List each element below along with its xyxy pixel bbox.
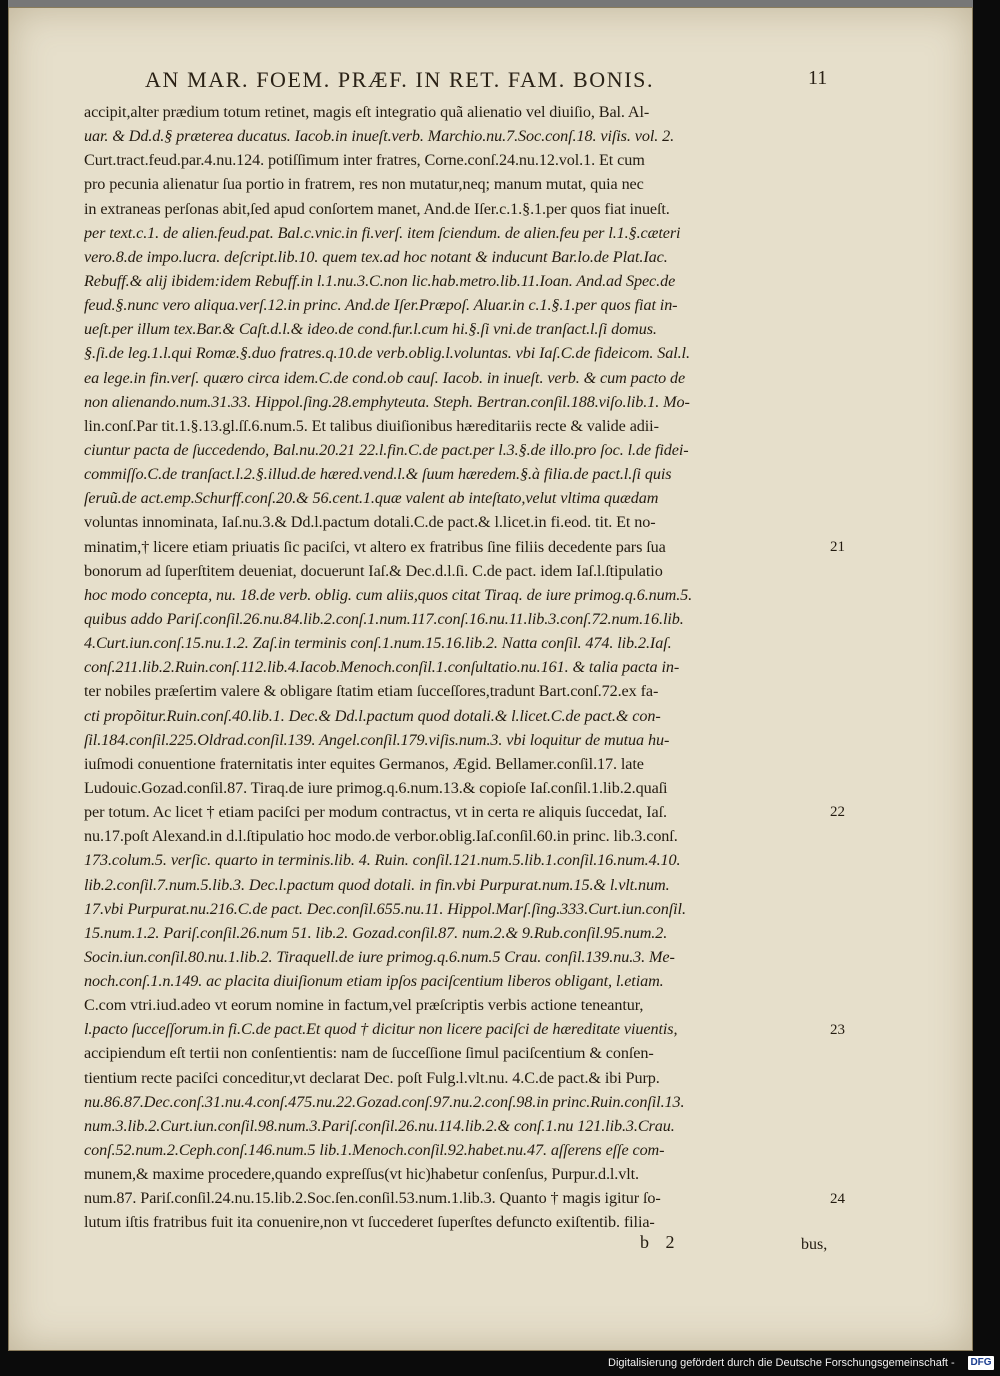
text-line: 173.colum.5. verſic. quarto in terminis.lib. 4. Ruin. conſil.121.num.5.lib.1.conſil.16.num.4.10. — [84, 851, 681, 870]
text-line: lib.2.conſil.7.num.5.lib.3. Dec.l.pactum quod dotali. in fin.vbi Purpurat.num.15.& l.vlt.num. — [84, 875, 670, 894]
text-line: C.com vtri.iud.adeo vt eorum nomine in factum,vel præſcriptis verbis actione teneantur, — [84, 996, 644, 1015]
text-line: cti propõitur.Ruin.conſ.40.lib.1. Dec.& Dd.l.pactum quod dotali.& l.licet.C.de pact.& con- — [84, 706, 661, 725]
text-line: ſil.184.conſil.225.Oldrad.conſil.139. Angel.conſil.179.viſis.num.3. vbi loquitur de mutua hu- — [84, 730, 670, 749]
text-line: in extraneas perſonas abit,ſed apud conſortem manet, And.de Iſer.c.1.§.1.per quos fiat inueſt. — [84, 199, 670, 218]
body-text — [84, 100, 836, 1235]
text-line: feud.§.nunc vero aliqua.verſ.12.in princ. And.de Iſer.Præpoſ. Aluar.in c.1.§.1.per quos fiat in- — [84, 296, 678, 315]
text-line: Rebuff.& alij ibidem:idem Rebuff.in l.1.nu.3.C.non lic.hab.metro.lib.11.Ioan. And.ad Spec.de — [84, 271, 676, 290]
text-line: ea lege.in fin.verſ. quæro circa idem.C.de cond.ob cauſ. Iacob. in inueſt. verb. & cum pacto de — [84, 368, 686, 387]
margin-number: 24 — [830, 1190, 845, 1207]
digitization-credit: Digitalisierung gefördert durch die Deutsche Forschungsgemeinschaft - — [608, 1357, 955, 1369]
scan-top-edge — [8, 0, 973, 7]
text-line: conſ.52.num.2.Ceph.conſ.146.num.5 lib.1.Menoch.conſil.92.habet.nu.47. aſſerens eſſe com- — [84, 1141, 665, 1160]
text-line: l.pacto ſucceſſorum.in fi.C.de pact.Et quod † dicitur non licere paciſci de hæreditate viuentis, — [84, 1020, 678, 1039]
text-line: bonorum ad ſuperſtitem deueniat, docuerunt Iaſ.& Dec.d.l.ſi. C.de pact. idem Iaſ.l.ſtipulatio — [84, 561, 663, 580]
text-line: pro pecunia alienatur ſua portio in fratrem, res non mutatur,neq; manum mutat, quia nec — [84, 175, 644, 194]
signature-mark: b 2 — [640, 1232, 675, 1252]
text-line: nu.17.poſt Alexand.in d.l.ſtipulatio hoc modo.de verbor.oblig.Iaſ.conſil.60.in princ. lib.3.conſ. — [84, 827, 678, 846]
dfg-logo: DFG — [968, 1356, 994, 1370]
text-line: 15.num.1.2. Pariſ.conſil.26.num 51. lib.2. Gozad.conſil.87. num.2.& 9.Rub.conſil.95.num.2. — [84, 923, 668, 942]
catchword: bus, — [801, 1236, 828, 1253]
text-line: noch.conſ.1.n.149. ac placita diuiſionum etiam ipſos paciſcentium liberos obligant, l.etiam. — [84, 972, 664, 991]
text-line: ueſt.per illum tex.Bar.& Caſt.d.l.& ideo.de cond.fur.l.cum hi.§.ſi vni.de tranſact.l.ſi domus. — [84, 320, 657, 339]
text-line: Curt.tract.feud.par.4.nu.124. potiſſimum inter fratres, Corne.conſ.24.nu.12.vol.1. Et cum — [84, 151, 645, 170]
text-line: §.ſi.de leg.1.l.qui Romæ.§.duo fratres.q.10.de verb.oblig.l.voluntas. vbi Iaſ.C.de fideicom. Sal.l. — [84, 344, 690, 363]
text-line: munem,& maxime procedere,quando expreſſus(vt hic)habetur conſenſus, Purpur.d.l.vlt. — [84, 1165, 639, 1184]
text-line: per text.c.1. de alien.feud.pat. Bal.c.vnic.in fi.verſ. item ſciendum. de alien.feu per l.1.§.cæteri — [84, 223, 681, 242]
text-line: ſeruũ.de act.emp.Schurff.conſ.20.& 56.cent.1.quæ valent ab inteſtato,velut vltima quædam — [84, 489, 659, 508]
text-line: ter nobiles præſertim valere & obligare ſtatim etiam ſucceſſores,tradunt Bart.conſ.72.ex fa- — [84, 682, 659, 701]
text-line: accipiendum eſt tertii non conſentientis: nam de ſucceſſione ſimul paciſcentium & conſen- — [84, 1044, 654, 1063]
text-line: lin.conſ.Par tit.1.§.13.gl.ſſ.6.num.5. Et talibus diuiſionibus hæreditariis recte & valide adii- — [84, 416, 659, 435]
text-line: uar. & Dd.d.§ præterea ducatus. Iacob.in inueſt.verb. Marchio.nu.7.Soc.conſ.18. viſis. vol. 2. — [84, 127, 675, 146]
margin-number: 21 — [830, 538, 845, 555]
text-line: non alienando.num.31.33. Hippol.ſing.28.emphyteuta. Steph. Bertran.conſil.188.viſo.lib.1. Mo- — [84, 392, 690, 411]
margin-number: 23 — [830, 1021, 845, 1038]
text-line: Ludouic.Gozad.conſil.87. Tiraq.de iure primog.q.6.num.13.& copioſe Iaſ.conſil.1.lib.2.quaſi — [84, 778, 668, 797]
text-line: vero.8.de impo.lucra. deſcript.lib.10. quem tex.ad hoc notant & inducunt Bar.lo.de Plat.Iac. — [84, 247, 668, 266]
text-line: Socin.iun.conſil.80.nu.1.lib.2. Tiraquell.de iure primog.q.6.num.5 Crau. conſil.139.nu.3. Me- — [84, 947, 675, 966]
text-line: nu.86.87.Dec.conſ.31.nu.4.conſ.475.nu.22.Gozad.conſ.97.nu.2.conſ.98.in princ.Ruin.conſil.13. — [84, 1092, 685, 1111]
margin-number: 22 — [830, 804, 845, 821]
text-line: ciuntur pacta de ſuccedendo, Bal.nu.20.21 22.l.fin.C.de pact.per l.3.§.de illo.pro ſoc. l.de fidei- — [84, 440, 689, 459]
text-line: conſ.211.lib.2.Ruin.conſ.112.lib.4.Iacob.Menoch.conſil.1.conſultatio.nu.161. & talia pacta in- — [84, 658, 680, 677]
folio-number: 11 — [808, 67, 828, 89]
text-line: hoc modo concepta, nu. 18.de verb. oblig. cum aliis,quos citat Tiraq. de iure primog.q.6.num.5. — [84, 585, 693, 604]
text-line: voluntas innominata, Iaſ.nu.3.& Dd.l.pactum dotali.C.de pact.& l.licet.in fi.eod. tit. Et no- — [84, 513, 656, 532]
text-line: num.3.lib.2.Curt.iun.conſil.98.num.3.Pariſ.conſil.26.nu.114.lib.2.& conſ.1.nu 121.lib.3.Crau. — [84, 1116, 675, 1135]
text-line: per totum. Ac licet † etiam paciſci per modum contractus, vt in certa re aliquis ſuccedat, Iaſ. — [84, 803, 667, 822]
running-title: AN MAR. FOEM. PRÆF. IN RET. FAM. BONIS. — [145, 67, 655, 92]
text-line: tientium recte paciſci conceditur,vt declarat Dec. poſt Fulg.l.vlt.nu. 4.C.de pact.& ibi Purp. — [84, 1068, 660, 1087]
text-line: quibus addo Pariſ.conſil.26.nu.84.lib.2.conſ.1.num.117.conſ.16.nu.11.lib.3.conſ.72.num.16.lib. — [84, 609, 684, 628]
text-line: 17.vbi Purpurat.nu.216.C.de pact. Dec.conſil.655.nu.11. Hippol.Marſ.ſing.333.Curt.iun.conſil. — [84, 899, 686, 918]
text-line: minatim,† licere etiam priuatis ſic paciſci, vt altero ex fratribus ſine filiis decedente pars ſua — [84, 537, 666, 556]
text-line: iuſmodi conuentione fraternitatis inter equites Germanos, Ægid. Bellamer.conſil.17. late — [84, 754, 644, 773]
text-line: num.87. Pariſ.conſil.24.nu.15.lib.2.Soc.ſen.conſil.53.num.1.lib.3. Quanto † magis igitur ſo- — [84, 1189, 661, 1208]
text-line: 4.Curt.iun.conſ.15.nu.1.2. Zaſ.in terminis conſ.1.num.15.16.lib.2. Natta conſil. 474. lib.2.Iaſ. — [84, 634, 672, 653]
text-line: lutum iſtis fratribus fuit ita conuenire,non vt ſuccederet ſuperſtes defuncto exiſtentib. filia- — [84, 1213, 655, 1232]
text-line: accipit,alter prædium totum retinet, magis eſt integratio quã alienatio vel diuiſio, Bal. Al- — [84, 103, 650, 121]
text-line: commiſſo.C.de tranſact.l.2.§.illud.de hæred.vend.l.& ſuum hæredem.§.à filia.de pact.l.ſi quis — [84, 465, 672, 484]
